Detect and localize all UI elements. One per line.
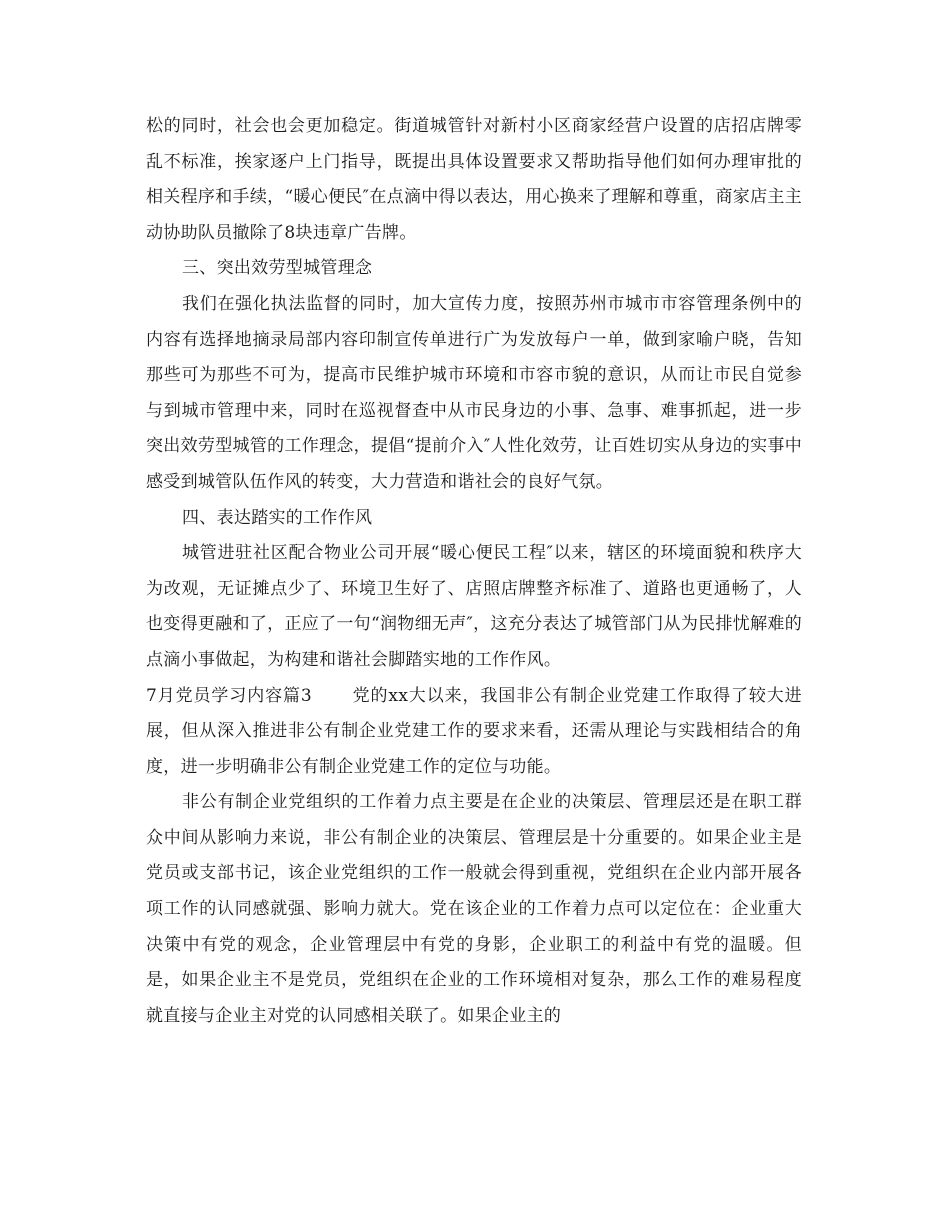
article-intro-text: 党的xx大以来，我国非公有制企业党建工作取得了较大进展，但从深入推进非公有制企业党建工作的要求来看，还需从理论与实践相结合的角度，进一步明确非公有制企业党建工作的定位与功能。 bbox=[146, 685, 802, 777]
paragraph-continuation: 松的同时，社会也会更加稳定。街道城管针对新村小区商家经营户设置的店招店牌零乱不标准，挨家逐户上门指导，既提出具体设置要求又帮助指导他们如何办理审批的相关程序和手续，“暖心便民″在点滴中得以表达，用心换来了理解和尊重，商家店主主动协助队员撤除了8块违章广告牌。 bbox=[146, 116, 802, 243]
article-intro-paragraph bbox=[146, 679, 802, 786]
article-label: 7月党员学习内容篇3 bbox=[146, 685, 313, 706]
document-page bbox=[146, 109, 802, 1034]
paragraph-publicity: 我们在强化执法监督的同时，加大宣传力度，按照苏州市城市市容管理条例中的内容有选择地摘录局部内容印制宣传单进行广为发放每户一单，做到家喻户晓，告知那些可为那些不可为，提高市民维护城市环境和市容市貌的意识，从而让市民自觉参与到城市管理中来，同时在巡视督查中从市民身边的小事、急事、难事抓起，进一步突出效劳型城管的工作理念，提倡“提前介入″人性化效劳，让百姓切实从身边的实事中感受到城管队伍作风的转变，大力营造和谐社会的良好气氛。 bbox=[146, 293, 802, 492]
section-heading-3: 三、突出效劳型城管理念 bbox=[182, 258, 373, 279]
paragraph-party-work: 非公有制企业党组织的工作着力点主要是在企业的决策层、管理层还是在职工群众中间从影响力来说，非公有制企业的决策层、管理层是十分重要的。如果企业主是党员或支部书记，该企业党组织的工作一般就会得到重视，党组织在企业内部开展各项工作的认同感就强、影响力就大。党在该企业的工作着力点可以定位在：企业重大决策中有党的观念，企业管理层中有党的身影，企业职工的利益中有党的温暖。但是，如果企业主不是党员，党组织在企业的工作环境相对复杂，那么工作的难易程度就直接与企业主对党的认同感相关联了。如果企业主的 bbox=[146, 792, 802, 1026]
paragraph-work-style: 城管进驻社区配合物业公司开展“暖心便民工程″以来，辖区的环境面貌和秩序大为改观，无证摊点少了、环境卫生好了、店照店牌整齐标准了、道路也更通畅了，人也变得更融和了，正应了一句“润物细无声″，这充分表达了城管部门从为民排忧解难的点滴小事做起，为构建和谐社会脚踏实地的工作作风。 bbox=[146, 543, 802, 670]
section-heading-4: 四、表达踏实的工作作风 bbox=[182, 507, 373, 528]
